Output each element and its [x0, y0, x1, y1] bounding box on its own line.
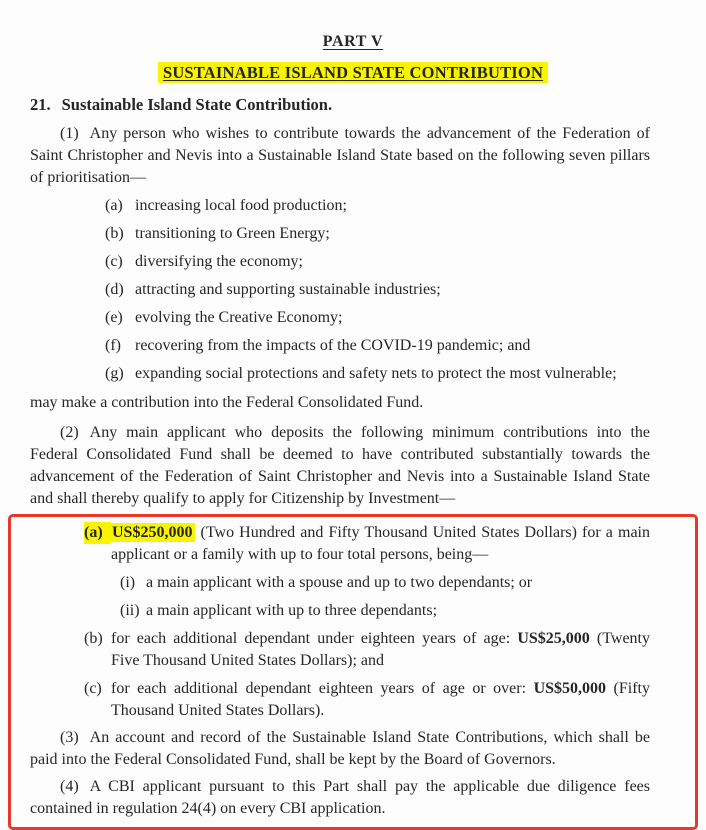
list-item — [105, 335, 706, 357]
list-item-label: (g) — [105, 365, 124, 382]
sub-item-i-label: (i) — [120, 574, 136, 591]
clause-title: Sustainable Island State Contribution. — [61, 95, 333, 114]
item-a-text — [111, 522, 650, 566]
sub-item-i-text: a main applicant with a spouse and up to two dependants; or — [146, 574, 533, 591]
section-heading — [0, 63, 706, 83]
list-item — [105, 195, 706, 217]
paragraph-4-number: (4) — [60, 778, 79, 795]
dependant-under-18-amount: US$25,000 — [517, 630, 590, 647]
paragraph-3-number: (3) — [60, 729, 79, 746]
clause-heading — [30, 95, 706, 115]
contribution-item-b — [84, 628, 650, 672]
item-a-text-rest: (Two Hundred and Fifty Thousand United States Dollars) for a main applicant or a family with up to four total persons, being— — [111, 524, 650, 563]
clause-number: 21. — [30, 95, 51, 114]
list-item-text: recovering from the impacts of the COVID-19 pandemic; and — [135, 337, 531, 354]
item-a-label — [84, 522, 111, 566]
item-c-text — [111, 678, 650, 722]
list-item-label: (a) — [105, 197, 123, 214]
list-item-label: (c) — [105, 253, 123, 270]
sub-item-ii-text: a main applicant with up to three dependants; — [146, 602, 438, 619]
paragraph-2-text: Any main applicant who deposits the following minimum contributions into the Federal Consolidated Fund shall be deemed to have contributed substantially towards the advancement of the Federation of Saint Christopher and Nevis into a Sustainable Island State and shall thereby qualify to apply for Citizenship by Investment— — [30, 424, 650, 507]
part-heading-text: PART V — [322, 33, 384, 50]
sub-item-ii-label: (ii) — [120, 602, 140, 619]
paragraph-1-closing-line: may make a contribution into the Federal Consolidated Fund. — [30, 394, 424, 411]
dependant-over-18-amount: US$50,000 — [533, 680, 607, 697]
list-item-text: transitioning to Green Energy; — [135, 225, 330, 242]
paragraph-2-number: (2) — [60, 424, 79, 441]
item-b-text — [111, 628, 650, 672]
list-item-text: expanding social protections and safety nets to protect the most vulnerable; — [135, 365, 617, 382]
list-item-text: increasing local food production; — [135, 197, 347, 214]
sub-item-ii — [120, 600, 650, 622]
paragraph-1 — [30, 123, 650, 189]
list-item — [105, 223, 706, 245]
paragraph-2 — [30, 422, 650, 510]
item-a-label-highlight: (a) — [84, 522, 111, 544]
paragraph-4-text: A CBI applicant pursuant to this Part shall pay the applicable due diligence fees contained in regulation 24(4) on every CBI application. — [30, 778, 650, 817]
contribution-item-a — [84, 522, 650, 566]
paragraph-3-text: An account and record of the Sustainable Island State Contributions, which shall be paid into the Federal Consolidated Fund, shall be kept by the Board of Governors. — [30, 729, 650, 768]
paragraph-3 — [30, 727, 650, 771]
item-b-text-before: for each additional dependant under eighteen years of age: — [111, 630, 518, 647]
list-item — [105, 363, 706, 385]
list-item-label: (e) — [105, 309, 123, 326]
list-item — [105, 279, 706, 301]
list-item — [105, 251, 706, 273]
paragraph-1-number: (1) — [60, 125, 79, 142]
item-b-label: (b) — [84, 630, 103, 647]
part-heading — [0, 0, 706, 51]
item-c-label: (c) — [84, 680, 102, 697]
paragraph-4 — [30, 776, 650, 820]
pillars-list — [105, 195, 706, 385]
contribution-item-c — [84, 678, 650, 722]
list-item-label: (b) — [105, 225, 124, 242]
list-item-label: (f) — [105, 337, 121, 354]
sub-item-i — [120, 572, 650, 594]
item-c-text-after: (Fifty Thousand United States Dollars). — [111, 680, 650, 719]
item-b-text-after: (Twenty Five Thousand United States Dollars); and — [111, 630, 650, 669]
red-annotation-box — [8, 514, 698, 830]
list-item-label: (d) — [105, 281, 124, 298]
section-heading-highlighted-text: SUSTAINABLE ISLAND STATE CONTRIBUTION — [158, 62, 548, 83]
list-item-text: diversifying the economy; — [135, 253, 303, 270]
main-applicant-amount-highlighted: US$250,000 — [111, 523, 195, 542]
list-item-text: attracting and supporting sustainable industries; — [135, 281, 441, 298]
item-c-text-before: for each additional dependant eighteen years of age or over: — [111, 680, 534, 697]
list-item — [105, 307, 706, 329]
paragraph-1-text: Any person who wishes to contribute towards the advancement of the Federation of Saint Christopher and Nevis into a Sustainable Island State based on the following seven pillars of prioritisation— — [30, 125, 650, 186]
list-item-text: evolving the Creative Economy; — [135, 309, 343, 326]
